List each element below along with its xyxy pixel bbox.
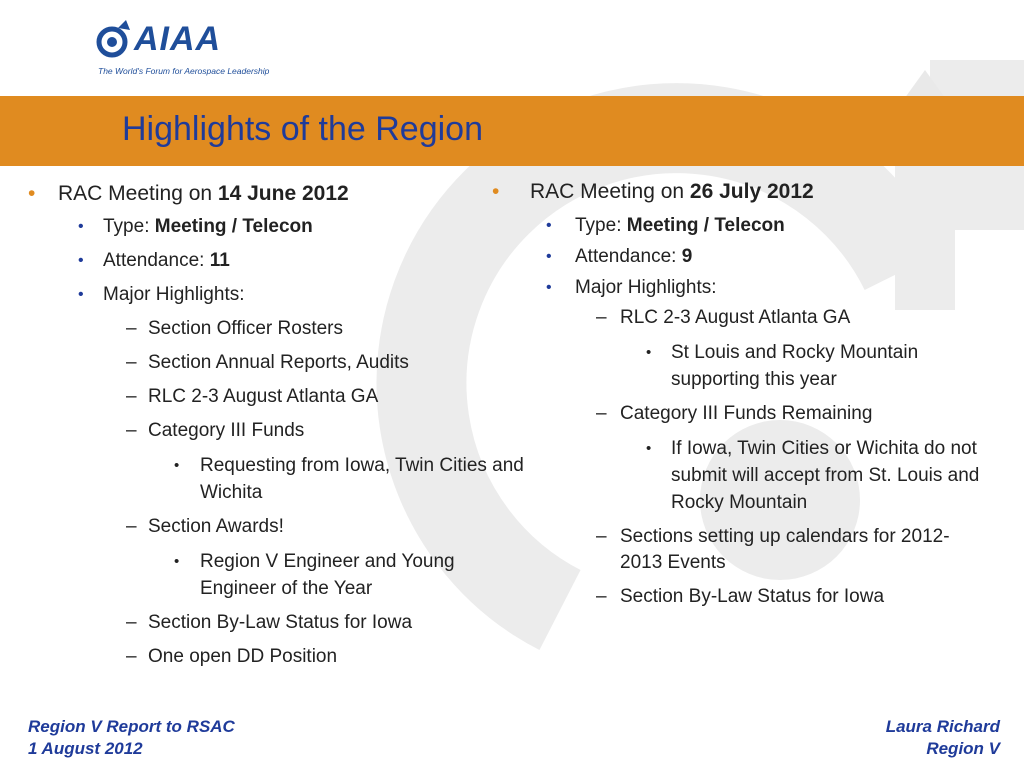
list-item: – Section Officer Rosters [18,316,528,342]
footer-report-title: Region V Report to RSAC [28,717,235,736]
dash-glyph: – [596,526,607,547]
dash-glyph: – [126,516,137,537]
right-highlights-label: • Major Highlights: [490,274,1000,301]
aiaa-wordmark: AIAA [134,20,222,58]
right-attendance: • Attendance: 9 [490,243,1000,270]
right-meeting-date: 26 July 2012 [689,180,814,203]
right-meeting-heading: • RAC Meeting on 26 July 2012 [490,178,1000,206]
right-column [490,178,1000,618]
list-item: • If Iowa, Twin Cities or Wichita do not submit will accept from St. Louis and Rocky Mountain [490,435,981,516]
list-item: – Sections setting up calendars for 2012-2013 Events [596,526,950,573]
list-item: • St Louis and Rocky Mountain supporting this year [490,339,981,393]
bullet-glyph: • [546,279,552,296]
list-item: – RLC 2-3 August Atlanta GA [18,384,528,410]
dash-glyph: – [126,646,137,667]
bullet-glyph: • [546,248,552,265]
bullet-glyph: • [492,180,500,203]
bullet-glyph: • [546,217,552,234]
slide-title: Highlights of the Region [122,110,484,148]
bullet-glyph: • [174,457,180,474]
dash-glyph: – [126,318,137,339]
left-attendance: • Attendance: 11 [18,248,528,274]
right-meeting-type: • Type: Meeting / Telecon [490,212,1000,239]
list-item: – Category III Funds [18,418,528,444]
list-item: – Section Annual Reports, Audits [18,350,528,376]
dash-glyph: – [596,403,607,424]
footer-region: Region V [926,739,1000,758]
bullet-glyph: • [28,182,36,205]
left-meeting-date: 14 June 2012 [217,182,349,205]
left-highlights-label: • Major Highlights: [18,282,528,308]
footer-author: Laura Richard [885,717,1000,736]
dash-glyph: – [596,307,607,328]
dash-glyph: – [126,352,137,373]
aiaa-logo [96,16,270,80]
footer-right [886,716,1000,760]
dash-glyph: – [126,420,137,441]
list-item: • Region V Engineer and Young Engineer of the Year [18,548,500,602]
list-item: • Requesting from Iowa, Twin Cities and Wichita [18,452,530,506]
list-item: – Section By-Law Status for Iowa [490,584,1000,610]
left-meeting-type: • Type: Meeting / Telecon [18,214,528,240]
left-meeting-heading: • RAC Meeting on 14 June 2012 [18,180,528,208]
aiaa-tagline: The World's Forum for Aerospace Leadership [98,66,270,76]
list-item: – One open DD Position [18,644,528,670]
list-item: – Category III Funds Remaining [490,401,1000,427]
bullet-glyph: • [174,553,180,570]
list-item: – Section Awards! [18,514,528,540]
footer-left [28,716,235,760]
dash-glyph: – [126,386,137,407]
dash-glyph: – [126,612,137,633]
bullet-glyph: • [646,440,652,457]
bullet-glyph: • [78,218,84,235]
bullet-glyph: • [646,344,652,361]
list-item: – Section By-Law Status for Iowa [18,610,528,636]
bullet-glyph: • [78,286,84,303]
bullet-glyph: • [78,252,84,269]
list-item: – RLC 2-3 August Atlanta GA [490,305,1000,331]
aiaa-logo-mark-icon [96,18,132,58]
dash-glyph: – [596,586,607,607]
left-column [18,180,528,678]
footer-date: 1 August 2012 [28,739,143,758]
